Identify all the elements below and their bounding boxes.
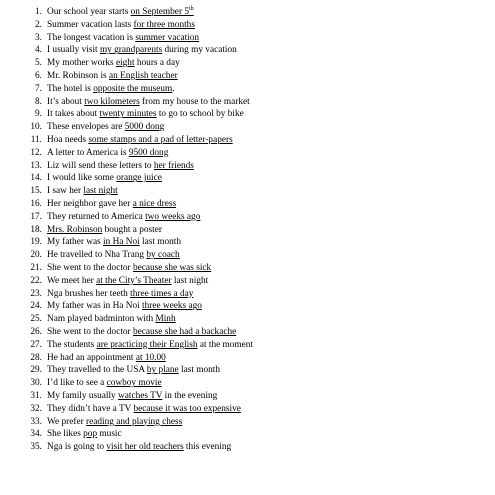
- underlined-phrase: are practicing their English: [96, 339, 198, 350]
- sentence-item: [0, 326, 495, 339]
- sentence-fragment: He travelled to Nha Trang: [47, 250, 147, 261]
- sentence-text: [47, 288, 193, 301]
- sentence-number: 3.: [35, 32, 42, 43]
- underlined-phrase: 9500 dong: [128, 147, 169, 158]
- sentence-fragment: in the evening: [162, 390, 218, 401]
- sentence-item: [0, 6, 495, 19]
- sentence-number: 27.: [30, 339, 42, 350]
- sentence-item: [0, 300, 495, 313]
- sentence-item: [0, 339, 495, 352]
- sentence-item: [0, 96, 495, 109]
- sentence-number: 5.: [35, 58, 42, 69]
- sentence-fragment: We meet her: [47, 275, 97, 286]
- sentence-fragment: hours a day: [134, 58, 180, 69]
- sentence-fragment: .: [172, 83, 175, 94]
- underlined-phrase: at the City’s Theater: [96, 275, 172, 286]
- sentence-text: [47, 19, 195, 32]
- sentence-item: [0, 236, 495, 249]
- sentence-fragment: to go to school by bike: [156, 109, 244, 120]
- sentence-fragment: from my house to the market: [139, 96, 250, 107]
- sentence-fragment: My mother works: [47, 58, 116, 69]
- sentence-number: 29.: [30, 365, 42, 376]
- sentence-number: 21.: [30, 262, 42, 273]
- sentence-fragment: A letter to America is: [47, 147, 129, 158]
- sentence-fragment: I’d like to see a: [47, 378, 107, 389]
- sentence-fragment: last night: [171, 275, 209, 286]
- sentence-fragment: Her neighbor gave her: [47, 198, 133, 209]
- sentence-fragment: My family usually: [47, 390, 119, 401]
- sentence-number: 17.: [30, 211, 42, 222]
- sentence-number: 34.: [30, 429, 42, 440]
- underlined-phrase: by plane: [146, 365, 179, 376]
- sentence-text: [47, 339, 253, 352]
- underlined-phrase: three times a day: [130, 288, 194, 299]
- sentence-item: [0, 121, 495, 134]
- sentence-text: [47, 57, 180, 70]
- sentence-text: [47, 211, 200, 224]
- underlined-phrase: two weeks ago: [145, 211, 201, 222]
- sentence-item: [0, 172, 495, 185]
- sentence-number: 28.: [30, 352, 42, 363]
- sentence-fragment: Nga brushes her teeth: [47, 288, 131, 299]
- sentence-text: [47, 6, 194, 19]
- sentence-item: [0, 57, 495, 70]
- sentence-item: [0, 224, 495, 237]
- sentence-fragment: last month: [139, 237, 182, 248]
- sentence-text: [47, 441, 231, 454]
- sentence-item: [0, 364, 495, 377]
- sentence-fragment: It’s about: [47, 96, 85, 107]
- ordinal-suffix: th: [189, 5, 194, 12]
- sentence-text: [47, 96, 250, 109]
- sentence-item: [0, 288, 495, 301]
- sentence-text: [47, 262, 211, 275]
- sentence-fragment: They didn’t have a TV: [47, 403, 134, 414]
- sentence-text: [47, 44, 237, 57]
- sentence-fragment: The hotel is: [47, 83, 94, 94]
- sentence-text: [47, 416, 182, 429]
- sentence-text: [47, 160, 194, 173]
- underlined-phrase: an English teacher: [109, 70, 178, 81]
- sentence-item: [0, 352, 495, 365]
- sentence-text: [47, 236, 181, 249]
- sentence-text: [47, 108, 244, 121]
- underlined-phrase: my grandparents: [99, 45, 163, 56]
- sentence-number: 26.: [30, 326, 42, 337]
- sentence-number: 20.: [30, 250, 42, 261]
- sentence-number: 31.: [30, 390, 42, 401]
- sentence-fragment: I saw her: [47, 186, 84, 197]
- sentence-number: 23.: [30, 288, 42, 299]
- underlined-phrase: three weeks ago: [142, 301, 202, 312]
- sentence-item: [0, 147, 495, 160]
- sentence-number: 4.: [35, 45, 42, 56]
- sentence-text: [47, 313, 176, 326]
- underlined-phrase: 5000 dong: [124, 122, 165, 133]
- sentence-item: [0, 32, 495, 45]
- sentence-item: [0, 403, 495, 416]
- sentence-text: [47, 198, 176, 211]
- underlined-phrase: opposite the museum: [93, 83, 173, 94]
- sentence-text: [47, 352, 166, 365]
- sentence-fragment: bought a poster: [102, 224, 162, 235]
- underlined-phrase: [189, 7, 194, 17]
- sentence-fragment: She went to the doctor: [47, 326, 133, 337]
- sentence-fragment: Our school year starts: [47, 7, 131, 17]
- underlined-phrase: because it was too expensive: [133, 403, 241, 414]
- underlined-phrase: Mrs. Robinson: [47, 224, 103, 235]
- sentence-item: [0, 390, 495, 403]
- sentence-item: [0, 134, 495, 147]
- underlined-phrase: a nice dress: [132, 198, 177, 209]
- underlined-phrase: orange juice: [116, 173, 162, 184]
- sentence-fragment: last month: [178, 365, 221, 376]
- sentence-text: [47, 390, 217, 403]
- underlined-phrase: by coach: [146, 250, 180, 261]
- sentence-item: [0, 198, 495, 211]
- sentence-item: [0, 313, 495, 326]
- sentence-text: [47, 377, 162, 390]
- sentence-number: 6.: [35, 70, 42, 81]
- underlined-phrase: on September 5: [130, 7, 190, 17]
- sentence-fragment: Mr. Robinson is: [47, 70, 109, 81]
- sentence-text: [47, 326, 236, 339]
- sentence-item: [0, 275, 495, 288]
- underlined-phrase: at 10.00: [135, 352, 166, 363]
- sentence-fragment: Nga is going to: [47, 442, 107, 453]
- sentence-text: [47, 224, 162, 237]
- sentence-number: 7.: [35, 83, 42, 94]
- sentence-number: 24.: [30, 301, 42, 312]
- underlined-phrase: watches TV: [118, 390, 163, 401]
- sentence-text: [47, 403, 241, 416]
- underlined-phrase: visit her old teachers: [106, 442, 184, 453]
- sentence-number: 11.: [30, 134, 42, 145]
- sentence-item: [0, 83, 495, 96]
- underlined-phrase: for three months: [133, 19, 195, 30]
- underlined-phrase: last night: [83, 186, 118, 197]
- underlined-phrase: Minh: [155, 314, 176, 325]
- underlined-phrase: some stamps and a pad of letter-papers: [88, 134, 233, 145]
- sentence-fragment: These envelopes are: [47, 122, 125, 133]
- sentence-number: 15.: [30, 186, 42, 197]
- underlined-phrase: eight: [115, 58, 135, 69]
- sentence-number: 13.: [30, 160, 42, 171]
- sentence-fragment: music: [97, 429, 122, 440]
- sentence-text: [47, 147, 168, 160]
- sentence-number: 30.: [30, 378, 42, 389]
- sentence-number: 32.: [30, 403, 42, 414]
- sentence-number: 16.: [30, 198, 42, 209]
- underlined-phrase: two kilometers: [84, 96, 140, 107]
- sentence-text: [47, 134, 233, 147]
- sentence-number: 25.: [30, 314, 42, 325]
- sentence-fragment: Hoa needs: [47, 134, 89, 145]
- sentence-fragment: My father was in Ha Noi: [47, 301, 143, 312]
- sentence-text: [47, 428, 122, 441]
- sentence-text: [47, 364, 220, 377]
- sentence-fragment: She went to the doctor: [47, 262, 133, 273]
- sentence-fragment: The longest vacation is: [47, 32, 136, 43]
- underlined-phrase: because she had a backache: [132, 326, 237, 337]
- sentence-item: [0, 185, 495, 198]
- underlined-phrase: cowboy movie: [106, 378, 162, 389]
- sentence-text: [47, 249, 180, 262]
- sentence-list: [0, 6, 495, 454]
- sentence-fragment: He had an appointment: [47, 352, 136, 363]
- sentence-number: 19.: [30, 237, 42, 248]
- sentence-fragment: Nam played badminton with: [47, 314, 156, 325]
- sentence-fragment: She likes: [47, 429, 84, 440]
- sentence-item: [0, 19, 495, 32]
- underlined-phrase: her friends: [153, 160, 194, 171]
- sentence-item: [0, 428, 495, 441]
- underlined-phrase: because she was sick: [132, 262, 212, 273]
- underlined-phrase: summer vacation: [135, 32, 200, 43]
- sentence-number: 10.: [30, 122, 42, 133]
- sentence-fragment: They returned to America: [47, 211, 146, 222]
- sentence-fragment: We prefer: [47, 416, 86, 427]
- sentence-item: [0, 160, 495, 173]
- sentence-number: 22.: [30, 275, 42, 286]
- sentence-text: [47, 32, 199, 45]
- sentence-text: [47, 70, 178, 83]
- sentence-fragment: Summer vacation lasts: [47, 19, 134, 30]
- sentence-item: [0, 70, 495, 83]
- sentence-text: [47, 185, 118, 198]
- sentence-item: [0, 441, 495, 454]
- sentence-item: [0, 416, 495, 429]
- sentence-item: [0, 44, 495, 57]
- sentence-number: 1.: [35, 7, 42, 17]
- sentence-item: [0, 249, 495, 262]
- sentence-number: 35.: [30, 442, 42, 453]
- sentence-item: [0, 262, 495, 275]
- sentence-item: [0, 377, 495, 390]
- sentence-text: [47, 83, 175, 96]
- sentence-number: 18.: [30, 224, 42, 235]
- sentence-fragment: My father was: [47, 237, 104, 248]
- underlined-phrase: reading and playing chess: [86, 416, 183, 427]
- underlined-phrase: twenty minutes: [99, 109, 157, 120]
- sentence-fragment: during my vacation: [162, 45, 237, 56]
- sentence-item: [0, 211, 495, 224]
- sentence-text: [47, 275, 208, 288]
- sentence-fragment: I would like some: [47, 173, 117, 184]
- sentence-item: [0, 108, 495, 121]
- sentence-number: 8.: [35, 96, 42, 107]
- sentence-number: 9.: [35, 109, 42, 120]
- underlined-phrase: in Ha Noi: [103, 237, 140, 248]
- sentence-number: 14.: [30, 173, 42, 184]
- sentence-fragment: this evening: [183, 442, 232, 453]
- sentence-text: [47, 300, 202, 313]
- sentence-number: 12.: [30, 147, 42, 158]
- sentence-text: [47, 172, 162, 185]
- sentence-number: 2.: [35, 19, 42, 30]
- sentence-text: [47, 121, 164, 134]
- underlined-phrase: pop: [83, 429, 98, 440]
- sentence-fragment: The students: [47, 339, 97, 350]
- sentence-fragment: It takes about: [47, 109, 100, 120]
- sentence-fragment: They travelled to the USA: [47, 365, 147, 376]
- sentence-fragment: at the moment: [197, 339, 254, 350]
- sentence-fragment: I usually visit: [47, 45, 100, 56]
- sentence-fragment: Liz will send these letters to: [47, 160, 154, 171]
- sentence-number: 33.: [30, 416, 42, 427]
